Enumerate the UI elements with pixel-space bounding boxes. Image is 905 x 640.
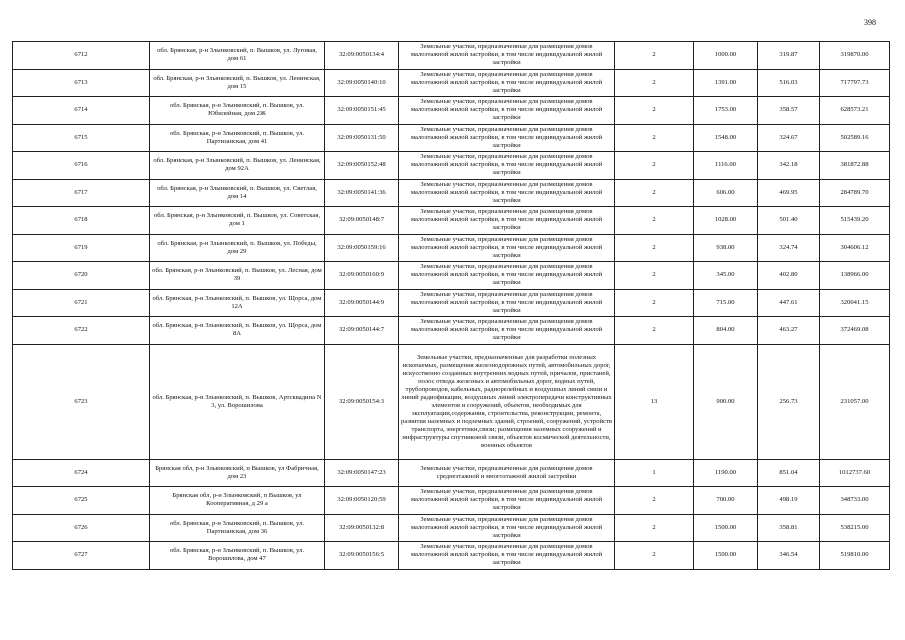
specific-value-cell: 498.19: [758, 487, 820, 515]
address-cell: обл. Брянская, р-н Злынковский, п. Вышков, ул. Юбилейная, дом 2Ж: [150, 97, 325, 125]
table-row: [13, 317, 890, 345]
area-cell: 1116.00: [694, 152, 758, 180]
land-purpose-cell: Земельные участки, предназначенные для размещения домов малоэтажной жилой застройки, в том числе индивидуальной жилой застройки: [399, 207, 615, 235]
specific-value-cell: 324.74: [758, 234, 820, 262]
cadastral-value-cell: 231057.00: [820, 344, 890, 459]
land-purpose-cell: Земельные участки, предназначенные для размещения домов малоэтажной жилой застройки, в том числе индивидуальной жилой застройки: [399, 487, 615, 515]
area-cell: 1000.00: [694, 42, 758, 70]
table-row: [13, 69, 890, 97]
group-cell: 2: [615, 514, 694, 542]
address-cell: обл. Брянская, р-н Злынковский, п. Вышков, ул. Луговая, дом 61: [150, 42, 325, 70]
row-number: 6712: [13, 42, 150, 70]
table-row: [13, 179, 890, 207]
cadastral-number-cell: 32:09:0050132:8: [325, 514, 399, 542]
cadastral-number-cell: 32:09:0050140:10: [325, 69, 399, 97]
cadastral-value-cell: 319870.00: [820, 42, 890, 70]
specific-value-cell: 447.61: [758, 289, 820, 317]
land-purpose-cell: Земельные участки, предназначенные для размещения домов малоэтажной жилой застройки, в том числе индивидуальной жилой застройки: [399, 42, 615, 70]
address-cell: обл. Брянская, р-н Злынковский, п. Вышков, ул. Щорса, дом 12А: [150, 289, 325, 317]
group-cell: 2: [615, 317, 694, 345]
cadastral-value-cell: 1012737.60: [820, 459, 890, 487]
row-number: 6717: [13, 179, 150, 207]
cadastral-number-cell: 32:09:0050148:7: [325, 207, 399, 235]
address-cell: обл. Брянская, р-н Злынковский, п. Вышков, ул. Ленинская, дом 15: [150, 69, 325, 97]
row-number: 6720: [13, 262, 150, 290]
specific-value-cell: 256.73: [758, 344, 820, 459]
area-cell: 900.00: [694, 344, 758, 459]
row-number: 6713: [13, 69, 150, 97]
land-purpose-cell: Земельные участки, предназначенные для размещения домов малоэтажной жилой застройки, в том числе индивидуальной жилой застройки: [399, 542, 615, 570]
row-number: 6715: [13, 124, 150, 152]
land-purpose-cell: Земельные участки, предназначенные для размещения домов малоэтажной жилой застройки, в том числе индивидуальной жилой застройки: [399, 234, 615, 262]
area-cell: 938.00: [694, 234, 758, 262]
land-purpose-cell: Земельные участки, предназначенные для размещения домов малоэтажной жилой застройки, в том числе индивидуальной жилой застройки: [399, 124, 615, 152]
table-row: [13, 514, 890, 542]
cadastral-value-cell: 348733.00: [820, 487, 890, 515]
group-cell: 2: [615, 234, 694, 262]
land-purpose-cell: Земельные участки, предназначенные для размещения домов малоэтажной жилой застройки, в том числе индивидуальной жилой застройки: [399, 179, 615, 207]
specific-value-cell: 469.95: [758, 179, 820, 207]
area-cell: 1548.00: [694, 124, 758, 152]
specific-value-cell: 358.57: [758, 97, 820, 125]
cadastral-value-cell: 502589.16: [820, 124, 890, 152]
table-row: [13, 344, 890, 459]
land-purpose-cell: Земельные участки, предназначенные для размещения домов малоэтажной жилой застройки, в том числе индивидуальной жилой застройки: [399, 69, 615, 97]
area-cell: 1753.00: [694, 97, 758, 125]
row-number: 6714: [13, 97, 150, 125]
row-number: 6724: [13, 459, 150, 487]
row-number: 6721: [13, 289, 150, 317]
cadastral-number-cell: 32:09:0050154:3: [325, 344, 399, 459]
specific-value-cell: 319.87: [758, 42, 820, 70]
group-cell: 2: [615, 207, 694, 235]
table-row: [13, 124, 890, 152]
cadastral-value-cell: 284789.70: [820, 179, 890, 207]
cadastral-number-cell: 32:09:0050120:59: [325, 487, 399, 515]
address-cell: обл. Брянская, р-н Злынковский, п. Вышков, ул. Партизанская, дом 41: [150, 124, 325, 152]
cadastral-value-cell: 381872.88: [820, 152, 890, 180]
specific-value-cell: 346.54: [758, 542, 820, 570]
address-cell: обл. Брянская, р-н Злынковский, п. Вышков, ул. Светлая, дом 14: [150, 179, 325, 207]
cadastral-number-cell: 32:09:0050141:36: [325, 179, 399, 207]
table-row: [13, 234, 890, 262]
table-row: [13, 487, 890, 515]
area-cell: 1190.00: [694, 459, 758, 487]
group-cell: 2: [615, 152, 694, 180]
group-cell: 2: [615, 542, 694, 570]
area-cell: 345.00: [694, 262, 758, 290]
area-cell: 804.00: [694, 317, 758, 345]
land-purpose-cell: Земельные участки, предназначенные для размещения домов малоэтажной жилой застройки, в том числе индивидуальной жилой застройки: [399, 289, 615, 317]
specific-value-cell: 324.67: [758, 124, 820, 152]
area-cell: 606.00: [694, 179, 758, 207]
area-cell: 700.00: [694, 487, 758, 515]
specific-value-cell: 402.80: [758, 262, 820, 290]
page-number: 398: [864, 18, 876, 27]
cadastral-number-cell: 32:09:0050156:5: [325, 542, 399, 570]
cadastral-value-cell: 515439.20: [820, 207, 890, 235]
land-purpose-cell: Земельные участки, предназначенные для размещения домов малоэтажной жилой застройки, в том числе индивидуальной жилой застройки: [399, 514, 615, 542]
cadastral-value-cell: 138966.00: [820, 262, 890, 290]
cadastral-value-table: [12, 41, 890, 570]
area-cell: 1500.00: [694, 514, 758, 542]
address-cell: Брянская обл, р-н Злынковский, п Вышков, ул Кооперативная, д 29 а: [150, 487, 325, 515]
area-cell: 1028.00: [694, 207, 758, 235]
table-row: [13, 262, 890, 290]
address-cell: Брянская обл, р-н Злынковский, п Вышков, ул Фабричная, дом 23: [150, 459, 325, 487]
specific-value-cell: 851.04: [758, 459, 820, 487]
cadastral-number-cell: 32:09:0050152:48: [325, 152, 399, 180]
table-row: [13, 152, 890, 180]
address-cell: обл. Брянская, р-н Злынковский, п. Вышков, ул. Ворошилова, дом 47: [150, 542, 325, 570]
cadastral-value-cell: 304606.12: [820, 234, 890, 262]
address-cell: обл. Брянская, р-н Злынковский, п. Вышков, ул. Партизанская, дом 36: [150, 514, 325, 542]
cadastral-number-cell: 32:09:0050144:7: [325, 317, 399, 345]
cadastral-number-cell: 32:09:0050159:16: [325, 234, 399, 262]
address-cell: обл. Брянская, р-н Злынковский, п. Вышков, ул. Советская, дом 1: [150, 207, 325, 235]
address-cell: обл. Брянская, р-н Злынковский, п. Вышков, ул. Ленинская, дом 92А: [150, 152, 325, 180]
table-row: [13, 289, 890, 317]
row-number: 6725: [13, 487, 150, 515]
group-cell: 2: [615, 69, 694, 97]
group-cell: 13: [615, 344, 694, 459]
row-number: 6719: [13, 234, 150, 262]
specific-value-cell: 516.03: [758, 69, 820, 97]
table-row: [13, 459, 890, 487]
land-purpose-cell: Земельные участки, предназначенные для размещения домов малоэтажной жилой застройки, в том числе индивидуальной жилой застройки: [399, 317, 615, 345]
specific-value-cell: 342.18: [758, 152, 820, 180]
group-cell: 2: [615, 42, 694, 70]
row-number: 6722: [13, 317, 150, 345]
cadastral-value-cell: 372469.08: [820, 317, 890, 345]
group-cell: 2: [615, 289, 694, 317]
address-cell: обл. Брянская, р-н Злынковский, п. Вышков, ул. Лесная, дом 39: [150, 262, 325, 290]
land-purpose-cell: Земельные участки, предназначенные для размещения домов малоэтажной жилой застройки, в том числе индивидуальной жилой застройки: [399, 152, 615, 180]
address-cell: обл. Брянская, р-н Злынковский, п. Вышков, ул. Щорса, дом 8А: [150, 317, 325, 345]
cadastral-value-cell: 538215.00: [820, 514, 890, 542]
row-number: 6726: [13, 514, 150, 542]
cadastral-number-cell: 32:09:0050144:9: [325, 289, 399, 317]
cadastral-number-cell: 32:09:0050160:9: [325, 262, 399, 290]
land-purpose-cell: Земельные участки, предназначенные для разработки полезных ископаемых, размещения железнодорожных путей, автомобильных дорог, искусственно созданных внутренних водных путей, причалов, пристаней, полос отвода железных и автомобильных дорог, водных путей, трубопроводов, кабельных, радиорелейных и воздушных линий связи и линий радиофикации, воздушных линий электропередачи конструктивных элементов и сооружений, объектов, необходимых для эксплуатации,содержания, строительства, реконструкции, ремонта, развития наземных и подземных зданий, строений, сооружений, устройств транспорта, энергетики,связи; размещения наземных сооружений и инфраструктуры спутниковой связи, объектов космической деятельности, военных объектов: [399, 344, 615, 459]
land-purpose-cell: Земельные участки, предназначенные для размещения домов среднеэтажной и многоэтажной жилой застройки: [399, 459, 615, 487]
group-cell: 2: [615, 487, 694, 515]
group-cell: 1: [615, 459, 694, 487]
cadastral-number-cell: 32:09:0050147:23: [325, 459, 399, 487]
area-cell: 715.00: [694, 289, 758, 317]
address-cell: обл. Брянская, р-н Злынковский, п. Вышков, ул. Победы, дом 29: [150, 234, 325, 262]
specific-value-cell: 501.40: [758, 207, 820, 235]
table-row: [13, 97, 890, 125]
row-number: 6716: [13, 152, 150, 180]
address-cell: обл. Брянская, р-н Злынковский, п. Вышков, Артсквадина N 3, ул. Ворошилова: [150, 344, 325, 459]
group-cell: 2: [615, 262, 694, 290]
cadastral-value-cell: 717797.73: [820, 69, 890, 97]
table-body: [13, 42, 890, 570]
area-cell: 1391.00: [694, 69, 758, 97]
cadastral-number-cell: 32:09:0050134:4: [325, 42, 399, 70]
row-number: 6723: [13, 344, 150, 459]
row-number: 6718: [13, 207, 150, 235]
land-purpose-cell: Земельные участки, предназначенные для размещения домов малоэтажной жилой застройки, в том числе индивидуальной жилой застройки: [399, 262, 615, 290]
cadastral-value-cell: 628573.21: [820, 97, 890, 125]
table-row: [13, 542, 890, 570]
land-purpose-cell: Земельные участки, предназначенные для размещения домов малоэтажной жилой застройки, в том числе индивидуальной жилой застройки: [399, 97, 615, 125]
specific-value-cell: 463.27: [758, 317, 820, 345]
cadastral-value-cell: 519810.00: [820, 542, 890, 570]
table-row: [13, 42, 890, 70]
group-cell: 2: [615, 97, 694, 125]
area-cell: 1500.00: [694, 542, 758, 570]
cadastral-number-cell: 32:09:0050131:50: [325, 124, 399, 152]
table-row: [13, 207, 890, 235]
cadastral-value-cell: 320041.15: [820, 289, 890, 317]
cadastral-number-cell: 32:09:0050151:45: [325, 97, 399, 125]
group-cell: 2: [615, 124, 694, 152]
group-cell: 2: [615, 179, 694, 207]
row-number: 6727: [13, 542, 150, 570]
specific-value-cell: 358.81: [758, 514, 820, 542]
